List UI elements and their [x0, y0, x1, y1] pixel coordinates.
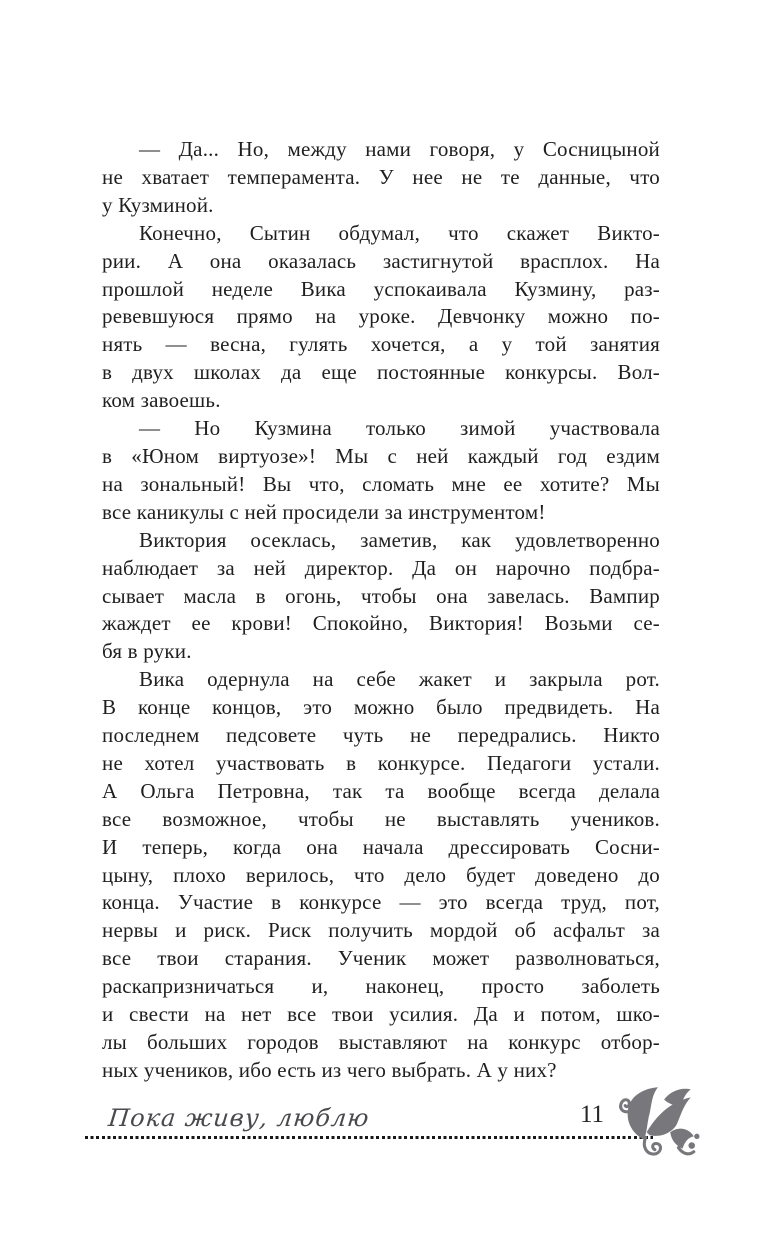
text-line: нять — весна, гулять хочется, а у той занятия: [102, 332, 660, 357]
text-line: — Но Кузмина только зимой участвовала: [139, 416, 660, 441]
text-line: В конце концов, это можно было предвидеть. На: [102, 695, 660, 720]
floral-ornament-icon: [617, 1086, 703, 1158]
text-line: все твои старания. Ученик может разволноваться,: [102, 946, 660, 971]
text-line: жаждет ее крови! Спокойно, Виктория! Возьми се-: [102, 611, 660, 636]
text-line: последнем педсовете чуть не передрались. Никто: [102, 723, 660, 748]
text-line: цыну, плохо верилось, что дело будет доведено до: [102, 862, 660, 887]
text-line: сывает масла в огонь, чтобы она завелась. Вампир: [102, 583, 660, 608]
text-line: прошлой неделе Вика успокаивала Кузмину, раз-: [102, 276, 660, 301]
text-line: ных учеников, ибо есть из чего выбрать. А у них?: [102, 1057, 557, 1082]
text-line: не хотел участвовать в конкурсе. Педагоги устали.: [102, 750, 660, 775]
text-line: нервы и риск. Риск получить мордой об асфальт за: [102, 918, 660, 943]
footer-dotted-rule: [85, 1136, 653, 1139]
text-line: ревевшуюся прямо на уроке. Девчонку можно по-: [102, 304, 660, 329]
text-line: не хватает темперамента. У нее не те данные, что: [102, 164, 660, 189]
text-line: наблюдает за ней директор. Да он нарочно подбра-: [102, 555, 660, 580]
text-line: Конечно, Сытин обдумал, что скажет Викто-: [139, 220, 660, 245]
running-title: Пока живу, люблю: [107, 1104, 371, 1132]
text-line: А Ольга Петровна, так та вообще всегда делала: [102, 778, 660, 803]
text-line: конца. Участие в конкурсе — это всегда труд, пот,: [102, 890, 660, 915]
page-text-block: [102, 136, 660, 1085]
text-line: рии. А она оказалась застигнутой врасплох. На: [102, 248, 660, 273]
text-line: раскапризничаться и, наконец, просто заболеть: [102, 974, 660, 999]
text-line: в двух школах да еще постоянные конкурсы. Вол-: [102, 360, 660, 385]
text-line: на зональный! Вы что, сломать мне ее хотите? Мы: [102, 471, 660, 496]
text-line: бя в руки.: [102, 639, 192, 664]
text-line: все возможное, чтобы не выставлять учеников.: [102, 806, 660, 831]
text-line: у Кузминой.: [102, 192, 214, 217]
text-line: и свести на нет все твои усилия. Да и потом, шко-: [102, 1002, 660, 1027]
text-line: в «Юном виртуозе»! Мы с ней каждый год ездим: [102, 443, 660, 468]
text-line: Вика одернула на себе жакет и закрыла рот.: [139, 667, 660, 692]
text-line: — Да... Но, между нами говоря, у Сосницыной: [139, 137, 660, 161]
text-line: Виктория осеклась, заметив, как удовлетворенно: [139, 527, 660, 552]
text-line: И теперь, когда она начала дрессировать Сосни-: [102, 834, 660, 859]
page-number: 11: [579, 1101, 605, 1128]
text-line: ком завоешь.: [102, 388, 221, 413]
text-line: лы больших городов выставляют на конкурс отбор-: [102, 1030, 660, 1054]
text-line: все каникулы с ней просидели за инструментом!: [102, 499, 546, 524]
